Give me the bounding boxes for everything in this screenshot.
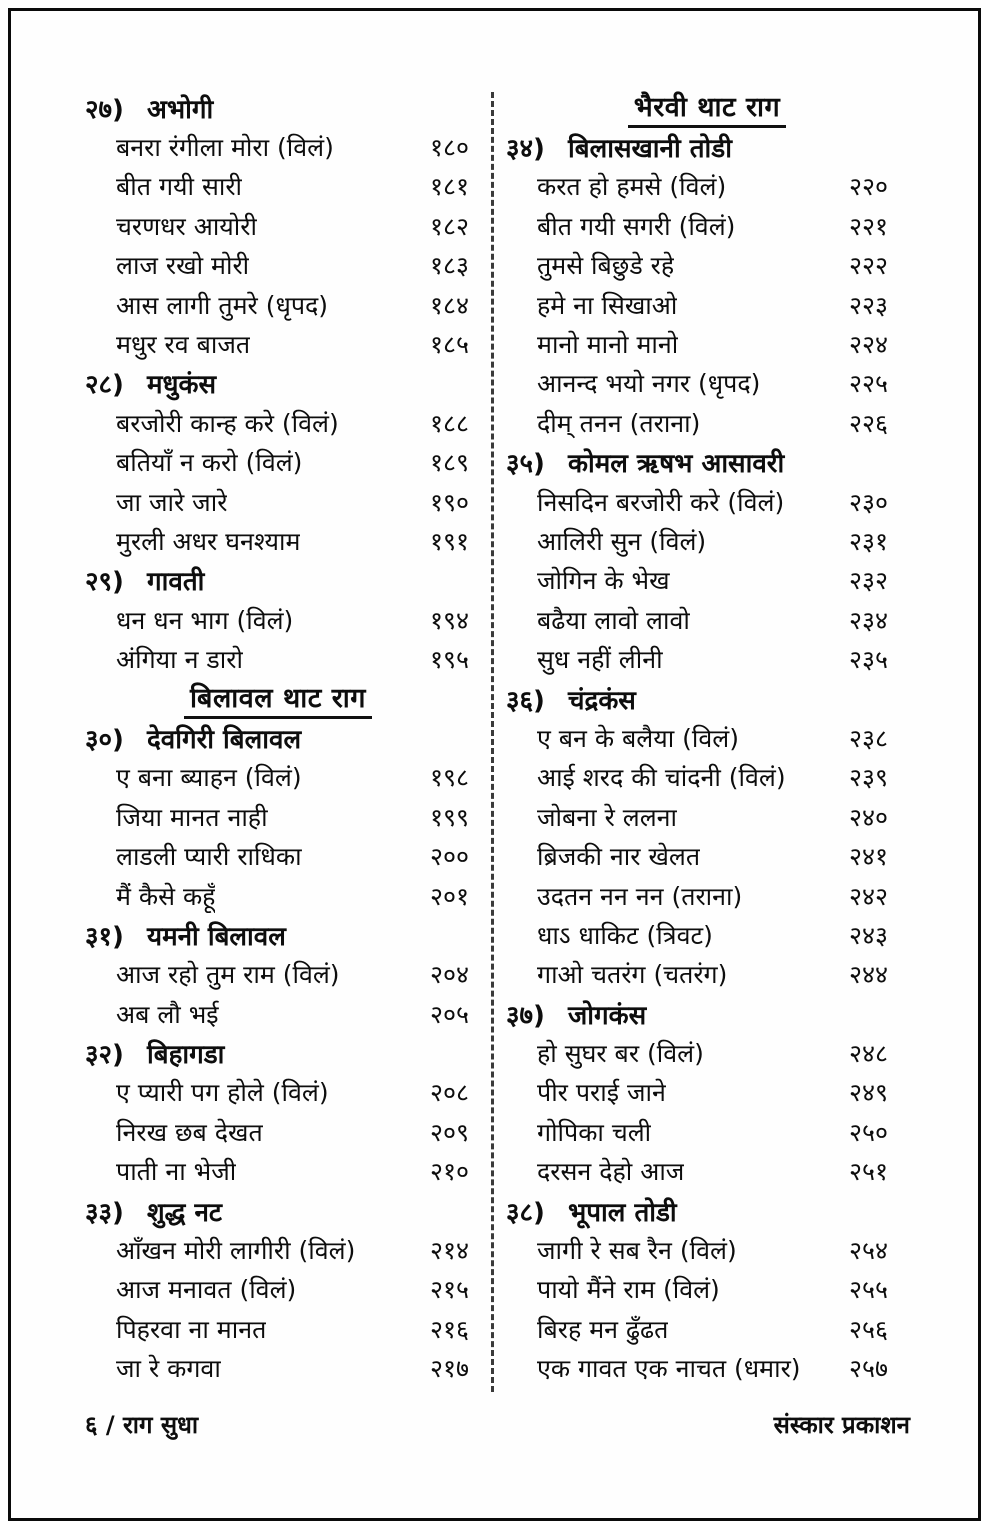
song-page-number: २४९ (848, 1078, 888, 1108)
raga-heading-row (506, 679, 908, 718)
raga-name: गावती (147, 567, 205, 598)
song-page-number: १८० (429, 133, 469, 163)
song-title: मानो मानो मानो (537, 330, 679, 360)
raga-serial-number: ३१) (85, 921, 124, 952)
raga-name: बिहागडा (147, 1040, 225, 1071)
raga-name: शुद्ध नट (147, 1197, 223, 1228)
thaat-header-text: बिलावल थाट राग (184, 678, 372, 719)
song-page-number: १९१ (429, 526, 469, 556)
song-page-number: १८३ (429, 251, 469, 281)
song-page-number: २०८ (429, 1078, 469, 1108)
footer-page-label: ६ / राग सुधा (85, 1411, 199, 1439)
raga-heading-row (506, 1191, 908, 1230)
song-title: पीर पराई जाने (537, 1078, 666, 1108)
raga-heading-row (85, 561, 471, 600)
song-page-number: २४१ (848, 842, 888, 872)
song-page-number: २४२ (848, 881, 888, 911)
raga-serial-number: ३८) (506, 1197, 545, 1228)
song-title: ए बन के बलैया (विलं) (537, 723, 739, 753)
song-row (85, 994, 471, 1033)
song-page-number: २२० (848, 172, 888, 202)
song-title: आई शरद की चांदनी (विलं) (537, 763, 786, 793)
song-page-number: १८२ (429, 211, 469, 241)
thaat-header-row (506, 88, 908, 127)
left-column (85, 88, 471, 1388)
song-title: अब लौ भई (116, 999, 219, 1029)
footer-publisher-label: संस्कार प्रकाशन (773, 1411, 910, 1439)
song-row (506, 206, 908, 245)
song-page-number: १८९ (429, 448, 469, 478)
song-page-number: २५४ (848, 1236, 888, 1266)
song-title: धन धन भाग (विलं) (116, 605, 294, 635)
song-page-number: २३० (848, 487, 888, 517)
song-row (85, 521, 471, 560)
song-page-number: २२२ (848, 251, 888, 281)
song-row (506, 1112, 908, 1151)
song-page-number: २२५ (848, 369, 888, 399)
song-title: मधुर रव बाजत (116, 330, 251, 360)
raga-name: देवगिरी बिलावल (147, 724, 302, 755)
song-page-number: २१६ (429, 1314, 469, 1344)
raga-heading-row (506, 127, 908, 166)
footer (85, 1408, 910, 1441)
song-page-number: १८८ (429, 408, 469, 438)
raga-heading-row (506, 443, 908, 482)
song-row (85, 955, 471, 994)
song-title: मैं कैसे कहूँ (116, 881, 216, 911)
song-title: लाडली प्यारी राधिका (116, 842, 302, 872)
raga-name: बिलासखानी तोडी (568, 134, 732, 165)
song-page-number: २५५ (848, 1275, 888, 1305)
song-page-number: २०० (429, 842, 469, 872)
song-title: बीत गयी सगरी (विलं) (537, 211, 736, 241)
song-row (506, 167, 908, 206)
song-title: हमे ना सिखाओ (537, 290, 678, 320)
raga-heading-row (85, 364, 471, 403)
raga-serial-number: २९) (85, 567, 124, 598)
raga-serial-number: ३६) (506, 685, 545, 716)
raga-name: यमनी बिलावल (147, 921, 286, 952)
song-row (506, 876, 908, 915)
song-title: बिरह मन ढुँढत (537, 1314, 669, 1344)
song-title: जोबना रे ललना (537, 802, 678, 832)
song-title: जिया मानत नाही (116, 802, 268, 832)
song-row (506, 246, 908, 285)
song-title: बरजोरी कान्ह करे (विलं) (116, 408, 339, 438)
song-row (506, 482, 908, 521)
raga-heading-row (506, 994, 908, 1033)
song-row (85, 836, 471, 875)
song-title: उदतन नन नन (तराना) (537, 881, 743, 911)
song-page-number: १८१ (429, 172, 469, 202)
raga-serial-number: २७) (85, 94, 124, 125)
song-title: आज रहो तुम राम (विलं) (116, 960, 340, 990)
song-row (85, 1349, 471, 1388)
song-page-number: २५१ (848, 1157, 888, 1187)
column-divider (491, 92, 494, 1392)
raga-serial-number: ३३) (85, 1197, 124, 1228)
song-title: हो सुघर बर (विलं) (537, 1039, 704, 1069)
song-row (85, 1152, 471, 1191)
song-row (85, 167, 471, 206)
song-row (506, 364, 908, 403)
song-title: ब्रिजकी नार खेलत (537, 842, 701, 872)
song-row (85, 639, 471, 678)
song-page-number: २०४ (429, 960, 469, 990)
song-page-number: १८४ (429, 290, 469, 320)
song-row (506, 639, 908, 678)
song-row (85, 1230, 471, 1269)
song-page-number: २५७ (848, 1354, 888, 1384)
raga-heading-row (85, 1033, 471, 1072)
song-row (506, 718, 908, 757)
raga-name: अभोगी (147, 94, 214, 125)
raga-name: कोमल ऋषभ आसावरी (568, 449, 785, 480)
song-page-number: २३१ (848, 526, 888, 556)
song-row (85, 1073, 471, 1112)
song-page-number: २०५ (429, 999, 469, 1029)
song-row (85, 324, 471, 363)
song-title: गोपिका चली (537, 1117, 652, 1147)
song-page-number: २१७ (429, 1354, 469, 1384)
song-row (506, 600, 908, 639)
song-title: निरख छब देखत (116, 1117, 263, 1147)
song-page-number: २०१ (429, 881, 469, 911)
song-title: पाती ना भेजी (116, 1157, 237, 1187)
song-page-number: २३४ (848, 605, 888, 635)
song-title: जा जारे जारे (116, 487, 228, 517)
song-title: गाओ चतरंग (चतरंग) (537, 960, 728, 990)
song-page-number: २२४ (848, 330, 888, 360)
song-page-number: १९५ (429, 645, 469, 675)
song-page-number: २४३ (848, 920, 888, 950)
song-title: दीम् तनन (तराना) (537, 408, 701, 438)
song-title: बतियाँ न करो (विलं) (116, 448, 303, 478)
song-row (506, 1349, 908, 1388)
song-title: अंगिया न डारो (116, 645, 243, 675)
song-title: आज मनावत (विलं) (116, 1275, 297, 1305)
raga-serial-number: २८) (85, 370, 124, 401)
song-page-number: २३९ (848, 763, 888, 793)
song-title: सुध नहीं लीनी (537, 645, 663, 675)
song-title: आँखन मोरी लागीरी (विलं) (116, 1236, 356, 1266)
song-title: एक गावत एक नाचत (धमार) (537, 1354, 801, 1384)
song-page-number: २२३ (848, 290, 888, 320)
song-title: मुरली अधर घनश्याम (116, 526, 301, 556)
song-row (506, 285, 908, 324)
raga-serial-number: ३७) (506, 1000, 545, 1031)
raga-heading-row (85, 915, 471, 954)
song-title: करत हो हमसे (विलं) (537, 172, 727, 202)
song-row (506, 561, 908, 600)
raga-name: जोगकंस (568, 1000, 647, 1031)
song-page-number: २४४ (848, 960, 888, 990)
song-row (85, 1270, 471, 1309)
song-page-number: २२६ (848, 408, 888, 438)
song-page-number: २४८ (848, 1039, 888, 1069)
song-row (85, 443, 471, 482)
song-row (85, 285, 471, 324)
song-row (85, 482, 471, 521)
song-row (85, 246, 471, 285)
thaat-header-row (85, 679, 471, 718)
song-row (506, 1152, 908, 1191)
raga-name: मधुकंस (147, 370, 217, 401)
song-title: आस लागी तुमरे (धृपद) (116, 290, 329, 320)
raga-heading-row (85, 1191, 471, 1230)
song-title: बनरा रंगीला मोरा (विलं) (116, 133, 334, 163)
song-page-number: १९० (429, 487, 469, 517)
song-page-number: २२१ (848, 211, 888, 241)
song-title: चरणधर आयोरी (116, 211, 257, 241)
raga-serial-number: ३४) (506, 134, 545, 165)
raga-serial-number: ३५) (506, 449, 545, 480)
song-page-number: २३५ (848, 645, 888, 675)
song-row (506, 1033, 908, 1072)
song-page-number: २५६ (848, 1314, 888, 1344)
song-row (85, 876, 471, 915)
raga-name: भूपाल तोडी (568, 1197, 677, 1228)
raga-heading-row (85, 88, 471, 127)
song-title: ए प्यारी पग होले (विलं) (116, 1078, 329, 1108)
song-title: बीत गयी सारी (116, 172, 243, 202)
raga-name: चंद्रकंस (568, 685, 636, 716)
song-page-number: २०९ (429, 1117, 469, 1147)
song-page-number: २१४ (429, 1236, 469, 1266)
song-row (85, 206, 471, 245)
thaat-header-text: भैरवी थाट राग (628, 87, 786, 128)
song-title: जोगिन के भेख (537, 566, 670, 596)
song-title: जागी रे सब रैन (विलं) (537, 1236, 737, 1266)
song-page-number: २१५ (429, 1275, 469, 1305)
song-title: जा रे कगवा (116, 1354, 221, 1384)
song-row (506, 955, 908, 994)
song-row (506, 758, 908, 797)
song-title: धाऽ धाकिट (त्रिवट) (537, 920, 713, 950)
raga-serial-number: ३०) (85, 724, 124, 755)
song-row (85, 1112, 471, 1151)
song-row (85, 127, 471, 166)
song-row (506, 836, 908, 875)
song-page-number: २३२ (848, 566, 888, 596)
song-title: पिहरवा ना मानत (116, 1314, 267, 1344)
right-column (506, 88, 908, 1388)
song-row (506, 1230, 908, 1269)
song-page-number: २१० (429, 1157, 469, 1187)
song-page-number: १९८ (429, 763, 469, 793)
raga-heading-row (85, 718, 471, 757)
song-page-number: १९९ (429, 802, 469, 832)
song-title: दरसन देहो आज (537, 1157, 685, 1187)
song-title: तुमसे बिछुडे रहे (537, 251, 675, 281)
song-title: लाज रखो मोरी (116, 251, 250, 281)
song-row (506, 403, 908, 442)
song-row (85, 797, 471, 836)
song-row (506, 915, 908, 954)
song-row (85, 403, 471, 442)
song-row (506, 1270, 908, 1309)
song-row (506, 1073, 908, 1112)
song-page-number: २४० (848, 802, 888, 832)
song-row (85, 600, 471, 639)
song-row (506, 521, 908, 560)
raga-serial-number: ३२) (85, 1040, 124, 1071)
song-title: आनन्द भयो नगर (धृपद) (537, 369, 761, 399)
song-page-number: १८५ (429, 330, 469, 360)
song-title: निसदिन बरजोरी करे (विलं) (537, 487, 785, 517)
song-title: पायो मैंने राम (विलं) (537, 1275, 720, 1305)
song-title: ए बना ब्याहन (विलं) (116, 763, 302, 793)
song-row (506, 1309, 908, 1348)
song-row (85, 758, 471, 797)
song-row (85, 1309, 471, 1348)
song-page-number: २३८ (848, 723, 888, 753)
song-title: आलिरी सुन (विलं) (537, 526, 707, 556)
song-row (506, 324, 908, 363)
song-title: बढैया लावो लावो (537, 605, 690, 635)
song-page-number: १९४ (429, 605, 469, 635)
song-row (506, 797, 908, 836)
song-page-number: २५० (848, 1117, 888, 1147)
